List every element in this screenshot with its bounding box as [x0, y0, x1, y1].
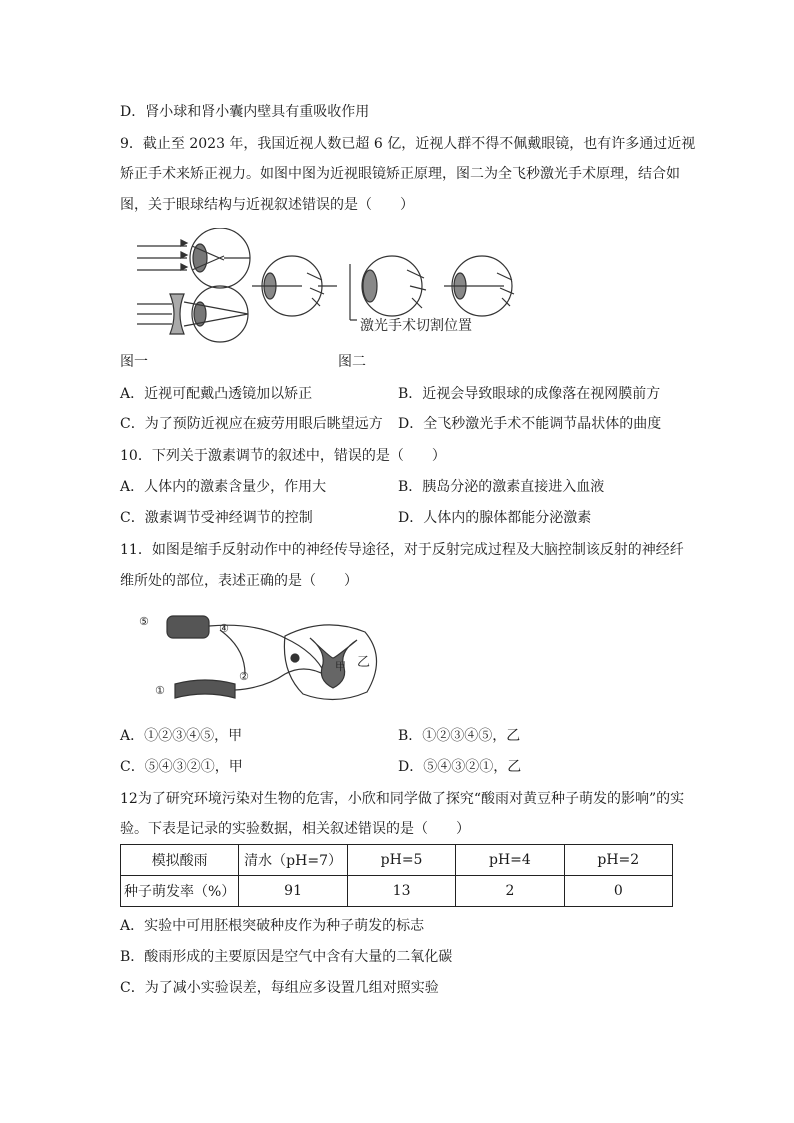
reflex-arc-figure: [135, 608, 390, 710]
label-jia: 甲: [335, 660, 346, 673]
table-row: [121, 876, 673, 907]
effector-muscle: [167, 616, 209, 638]
myopic-eye-diagram: [137, 228, 250, 288]
table-header-row: [121, 845, 673, 876]
q11-option-c: C．⑤④③②①，甲: [120, 759, 243, 775]
q8-option-d: D．肾小球和肾小囊内壁具有重吸收作用: [120, 104, 370, 120]
q9-option-a: A．近视可配戴凸透镜加以矫正: [120, 386, 313, 402]
q10-option-a: A．人体内的激素含量少，作用大: [120, 479, 327, 495]
q10-option-d: D．人体内的腺体都能分泌激素: [398, 510, 592, 526]
q12-option-c: C．为了减小实验误差，每组应多设置几组对照实验: [120, 980, 439, 996]
fig1-caption: 图一: [120, 354, 148, 370]
table-cell: pH=5: [347, 845, 455, 876]
laser-label: 激光手术切割位置: [360, 317, 472, 333]
table-cell: 种子萌发率（%）: [121, 876, 239, 907]
q9-option-b: B．近视会导致眼球的成像落在视网膜前方: [398, 386, 661, 402]
laser-eye-diagram-3: [444, 256, 514, 316]
fig2-caption: 图二: [338, 354, 366, 370]
q9-option-d: D．全飞秒激光手术不能调节晶状体的曲度: [398, 416, 662, 432]
q10-option-c: C．激素调节受神经调节的控制: [120, 510, 313, 526]
q12-option-a: A．实验中可用胚根突破种皮作为种子萌发的标志: [120, 918, 425, 934]
label-yi: 乙: [357, 655, 371, 670]
label-2: ②: [239, 670, 249, 683]
q12-stem-line-2: 验。下表是记录的实验数据，相关叙述错误的是（ ）: [120, 821, 470, 837]
q9-stem-line-1: 9．截止至 2023 年，我国近视人数已超 6 亿，近视人群不得不佩戴眼镜，也有许多通过近视: [120, 136, 696, 152]
q10-stem: 10．下列关于激素调节的叙述中，错误的是（ ）: [120, 448, 446, 464]
q11-option-d: D．⑤④③②①，乙: [398, 759, 522, 775]
germination-table: [120, 844, 673, 907]
q9-option-c: C．为了预防近视应在疲劳用眼后眺望远方: [120, 416, 383, 432]
table-cell: 2: [456, 876, 564, 907]
q12-stem-line-1: 12为了研究环境污染对生物的危害，小欣和同学做了探究“酸雨对黄豆种子萌发的影响”的实: [120, 791, 685, 807]
q10-option-b: B．胰岛分泌的激素直接进入血液: [398, 479, 605, 495]
corrected-eye-diagram: [137, 286, 248, 342]
q9-stem-line-2: 矫正手术来矫正视力。如图中图为近视眼镜矫正原理，图二为全飞秒激光手术原理，结合如: [120, 166, 680, 182]
table-cell: 13: [347, 876, 455, 907]
q11-option-a: A．①②③④⑤，甲: [120, 728, 243, 744]
table-cell: 91: [239, 876, 348, 907]
q11-option-b: B．①②③④⑤，乙: [398, 728, 521, 744]
q12-option-b: B．酸雨形成的主要原因是空气中含有大量的二氧化碳: [120, 949, 453, 965]
laser-eye-diagram-1: [252, 256, 337, 316]
label-1: ①: [155, 684, 165, 697]
table-cell: pH=4: [456, 845, 564, 876]
label-5: ⑤: [139, 615, 149, 628]
table-cell: 清水（pH=7）: [239, 845, 348, 876]
laser-eye-diagram-2: [350, 256, 426, 320]
label-4: ④: [219, 622, 229, 635]
q9-eye-figure: [132, 228, 517, 348]
table-cell: pH=2: [564, 845, 672, 876]
receptor-skin: [175, 680, 235, 698]
q9-stem-line-3: 图，关于眼球结构与近视叙述错误的是（ ）: [120, 197, 414, 213]
table-cell: 0: [564, 876, 672, 907]
table-cell: 模拟酸雨: [121, 845, 239, 876]
q11-stem-line-2: 维所处的部位，表述正确的是（ ）: [120, 573, 358, 589]
q11-stem-line-1: 11．如图是缩手反射动作中的神经传导途径，对于反射完成过程及大脑控制该反射的神经纤: [120, 542, 684, 558]
